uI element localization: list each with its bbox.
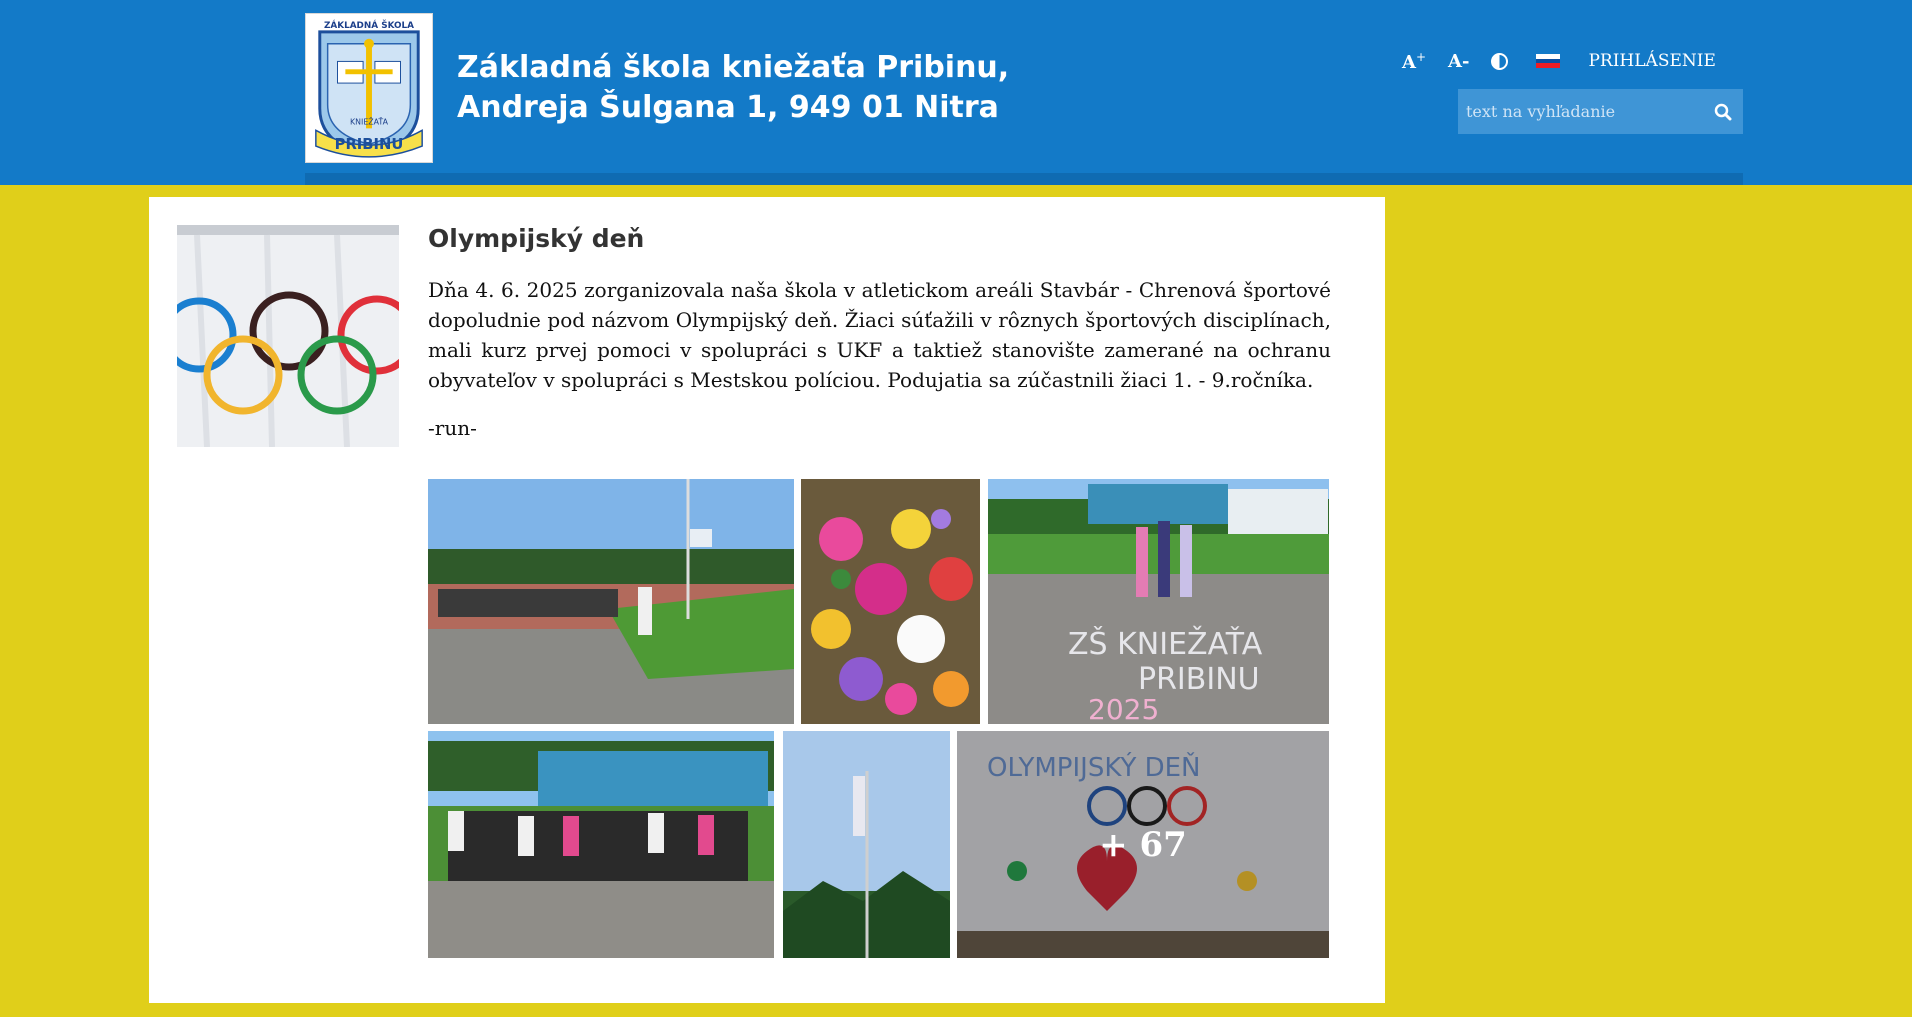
search-button[interactable]	[1703, 89, 1743, 134]
search-input[interactable]	[1458, 89, 1703, 134]
svg-text:ZÁKLADNÁ ŠKOLA: ZÁKLADNÁ ŠKOLA	[323, 20, 415, 31]
photo-flagpole	[783, 731, 950, 958]
svg-text:PRIBINU: PRIBINU	[334, 136, 404, 154]
school-name-line2: Andreja Šulgana 1, 949 01 Nitra	[457, 90, 999, 125]
photo-stadium-track	[428, 479, 794, 724]
search-icon	[1714, 103, 1732, 121]
school-logo[interactable]	[305, 13, 433, 163]
school-logo-icon	[306, 14, 432, 162]
svg-text:ZŠ KNIEŽAŤA: ZŠ KNIEŽAŤA	[1068, 627, 1263, 662]
gallery-photo-5[interactable]	[783, 731, 950, 958]
school-name-line1: Základná škola kniežaťa Pribinu,	[457, 50, 1010, 85]
font-increase-button[interactable]: A+	[1402, 49, 1427, 73]
article-title[interactable]: Olympijský deň	[428, 224, 645, 253]
contrast-icon[interactable]	[1491, 53, 1508, 70]
svg-text:2025: 2025	[1088, 693, 1160, 724]
photo-group-students	[428, 731, 774, 958]
slovak-flag-icon[interactable]	[1536, 54, 1560, 68]
login-link[interactable]: PRIHLÁSENIE	[1588, 51, 1716, 71]
gallery-more-count: + 67	[957, 731, 1329, 958]
header-stripe	[305, 173, 1743, 185]
font-decrease-button[interactable]: A-	[1448, 50, 1470, 72]
svg-text:PRIBINU: PRIBINU	[1138, 662, 1260, 697]
gallery-photo-2[interactable]	[801, 479, 980, 724]
article-thumbnail[interactable]	[177, 225, 399, 447]
gallery-photo-3[interactable]	[988, 479, 1329, 724]
article-body: Dňa 4. 6. 2025 zorganizovala naša škola v atletickom areáli Stavbár - Chrenová športové dopoludnie pod názvom Olympijský deň. Žiaci súťažili v rôznych športových disciplínach, mali kurz prvej pomoci v spolupráci s UKF a taktiež stanovište zamerané na ochranu obyvateľov v spolupráci s Mestskou políciou. Podujatia sa zúčastnili žiaci 1. - 9.ročníka.	[428, 278, 1331, 392]
gallery-photo-4[interactable]	[428, 731, 774, 958]
photo-flower-bouquet	[801, 479, 980, 724]
photo-chalk-drawing	[988, 479, 1329, 724]
accessibility-toolbar	[1402, 46, 1716, 76]
svg-text:KNIEŽAŤA: KNIEŽAŤA	[349, 117, 389, 127]
school-name[interactable]	[457, 48, 1009, 128]
gallery-photo-6-more[interactable]	[957, 731, 1329, 958]
article-author: -run-	[428, 416, 477, 440]
olympic-flag-image	[177, 225, 399, 447]
gallery-photo-1[interactable]	[428, 479, 794, 724]
svg-text:OLYMPIJSKÝ DEŇ: OLYMPIJSKÝ DEŇ	[987, 753, 1201, 783]
search-box	[1458, 89, 1743, 134]
